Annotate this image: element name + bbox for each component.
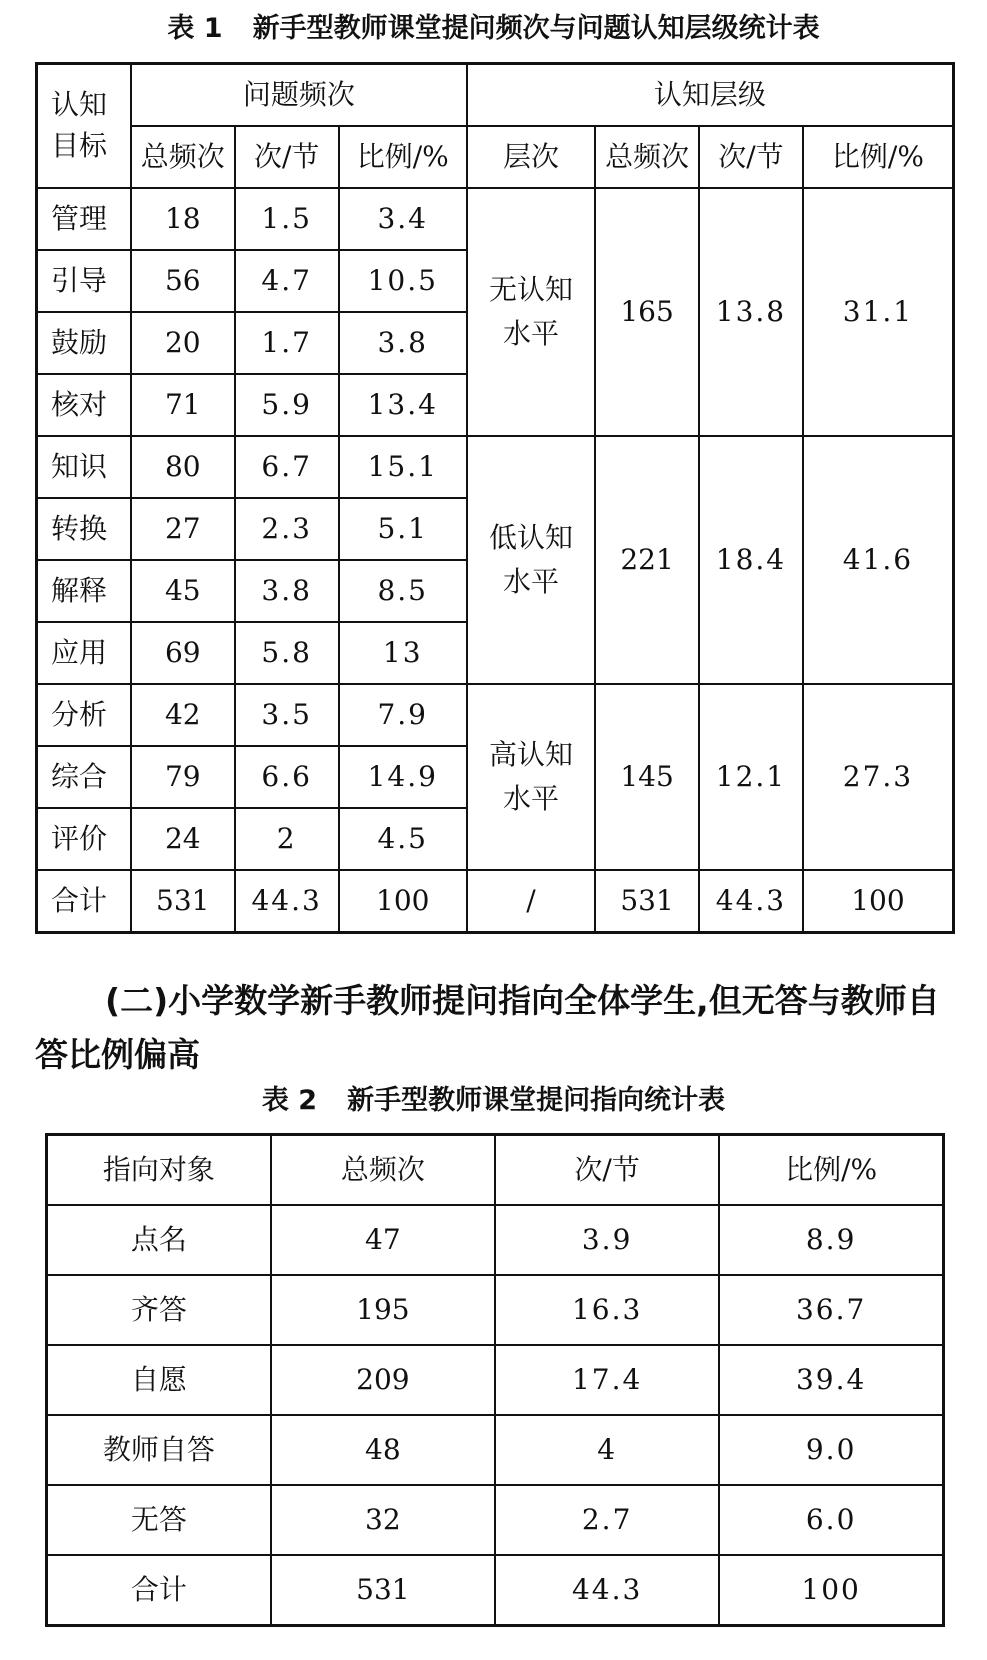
sum-per-cell: 44.3 — [235, 870, 339, 933]
table1-header-row-1 — [37, 64, 954, 127]
goal-cell: 解释 — [37, 560, 131, 622]
ratio-cell: 39.4 — [719, 1345, 943, 1415]
per-lesson-cell: 5.9 — [235, 374, 339, 436]
table2 — [45, 1133, 945, 1627]
header-question-frequency: 问题频次 — [131, 64, 467, 127]
goal-cell: 引导 — [37, 250, 131, 312]
goal-cell: 知识 — [37, 436, 131, 498]
goal-cell: 转换 — [37, 498, 131, 560]
table2-header-row — [47, 1135, 944, 1206]
header-level: 层次 — [467, 126, 595, 188]
per-lesson-cell: 2.3 — [235, 498, 339, 560]
level-name-cell: 高认知 水平 — [467, 684, 595, 870]
ratio-cell: 7.9 — [339, 684, 467, 746]
per-lesson-cell: 1.7 — [235, 312, 339, 374]
level-ratio-cell: 41.6 — [803, 436, 954, 684]
sum-level-total-cell: 531 — [595, 870, 699, 933]
ratio-cell: 5.1 — [339, 498, 467, 560]
goal-cell: 管理 — [37, 188, 131, 250]
table1-row — [37, 188, 954, 250]
total-cell: 48 — [271, 1415, 495, 1485]
per-lesson-cell: 5.8 — [235, 622, 339, 684]
header-ratio: 比例/% — [339, 126, 467, 188]
section-heading: (二)小学数学新手教师提问指向全体学生,但无答与教师自答比例偏高 — [35, 981, 940, 1074]
table2-caption-text: 新手型教师课堂提问指向统计表 — [347, 1085, 726, 1116]
total-cell: 195 — [271, 1275, 495, 1345]
per-lesson-cell: 6.6 — [235, 746, 339, 808]
table2-row — [47, 1485, 944, 1555]
total-cell: 18 — [131, 188, 235, 250]
per-lesson-cell: 2 — [235, 808, 339, 870]
total-cell: 531 — [271, 1555, 495, 1626]
header-per-lesson: 次/节 — [235, 126, 339, 188]
level-per-lesson-cell: 13.8 — [699, 188, 803, 436]
per-lesson-cell: 16.3 — [495, 1275, 719, 1345]
ratio-cell: 15.1 — [339, 436, 467, 498]
per-lesson-cell: 17.4 — [495, 1345, 719, 1415]
header-cognitive-goal: 认知 目标 — [37, 64, 131, 189]
level-ratio-cell: 27.3 — [803, 684, 954, 870]
target-cell: 合计 — [47, 1555, 271, 1626]
table2-caption-number: 表 2 — [261, 1085, 318, 1116]
goal-cell: 评价 — [37, 808, 131, 870]
ratio-cell: 13 — [339, 622, 467, 684]
table1-row — [37, 436, 954, 498]
ratio-cell: 8.9 — [719, 1205, 943, 1275]
goal-cell: 分析 — [37, 684, 131, 746]
goal-cell: 核对 — [37, 374, 131, 436]
per-lesson-cell: 3.8 — [235, 560, 339, 622]
total-cell: 79 — [131, 746, 235, 808]
level-total-cell: 165 — [595, 188, 699, 436]
ratio-cell: 3.8 — [339, 312, 467, 374]
target-cell: 齐答 — [47, 1275, 271, 1345]
total-cell: 71 — [131, 374, 235, 436]
per-lesson-cell: 3.5 — [235, 684, 339, 746]
header-total-frequency: 总频次 — [271, 1135, 495, 1206]
total-cell: 80 — [131, 436, 235, 498]
table1-caption-text: 新手型教师课堂提问频次与问题认知层级统计表 — [252, 13, 820, 44]
level-ratio-cell: 31.1 — [803, 188, 954, 436]
level-per-lesson-cell: 12.1 — [699, 684, 803, 870]
table2-row — [47, 1415, 944, 1485]
target-cell: 点名 — [47, 1205, 271, 1275]
ratio-cell: 10.5 — [339, 250, 467, 312]
table2-row — [47, 1275, 944, 1345]
per-lesson-cell: 4.7 — [235, 250, 339, 312]
sum-level-cell: / — [467, 870, 595, 933]
header-ratio: 比例/% — [719, 1135, 943, 1206]
ratio-cell: 100 — [719, 1555, 943, 1626]
table1-row — [37, 684, 954, 746]
header-cognitive-level: 认知层级 — [467, 64, 954, 127]
level-name-cell: 低认知 水平 — [467, 436, 595, 684]
table2-caption — [0, 1082, 987, 1120]
header-level-ratio: 比例/% — [803, 126, 954, 188]
per-lesson-cell: 1.5 — [235, 188, 339, 250]
table1-header-row-2 — [37, 126, 954, 188]
total-cell: 209 — [271, 1345, 495, 1415]
level-name-cell: 无认知 水平 — [467, 188, 595, 436]
target-cell: 自愿 — [47, 1345, 271, 1415]
header-per-lesson: 次/节 — [495, 1135, 719, 1206]
ratio-cell: 3.4 — [339, 188, 467, 250]
ratio-cell: 6.0 — [719, 1485, 943, 1555]
sum-goal-cell: 合计 — [37, 870, 131, 933]
header-target: 指向对象 — [47, 1135, 271, 1206]
total-cell: 56 — [131, 250, 235, 312]
table2-row — [47, 1345, 944, 1415]
table2-row — [47, 1205, 944, 1275]
ratio-cell: 9.0 — [719, 1415, 943, 1485]
sum-total-cell: 531 — [131, 870, 235, 933]
sum-level-per-cell: 44.3 — [699, 870, 803, 933]
table1-sum-row — [37, 870, 954, 933]
ratio-cell: 8.5 — [339, 560, 467, 622]
per-lesson-cell: 6.7 — [235, 436, 339, 498]
table1-caption — [0, 10, 987, 48]
total-cell: 24 — [131, 808, 235, 870]
goal-cell: 鼓励 — [37, 312, 131, 374]
ratio-cell: 13.4 — [339, 374, 467, 436]
sum-ratio-cell: 100 — [339, 870, 467, 933]
total-cell: 69 — [131, 622, 235, 684]
header-level-per-lesson: 次/节 — [699, 126, 803, 188]
goal-cell: 综合 — [37, 746, 131, 808]
per-lesson-cell: 4 — [495, 1415, 719, 1485]
table1-caption-number: 表 1 — [167, 13, 223, 44]
per-lesson-cell: 44.3 — [495, 1555, 719, 1626]
sum-level-ratio-cell: 100 — [803, 870, 954, 933]
target-cell: 教师自答 — [47, 1415, 271, 1485]
table2-row — [47, 1555, 944, 1626]
total-cell: 27 — [131, 498, 235, 560]
ratio-cell: 4.5 — [339, 808, 467, 870]
header-total-frequency: 总频次 — [131, 126, 235, 188]
total-cell: 20 — [131, 312, 235, 374]
ratio-cell: 14.9 — [339, 746, 467, 808]
total-cell: 47 — [271, 1205, 495, 1275]
ratio-cell: 36.7 — [719, 1275, 943, 1345]
level-total-cell: 221 — [595, 436, 699, 684]
total-cell: 42 — [131, 684, 235, 746]
total-cell: 32 — [271, 1485, 495, 1555]
total-cell: 45 — [131, 560, 235, 622]
table1 — [35, 62, 955, 934]
goal-cell: 应用 — [37, 622, 131, 684]
per-lesson-cell: 3.9 — [495, 1205, 719, 1275]
level-total-cell: 145 — [595, 684, 699, 870]
level-per-lesson-cell: 18.4 — [699, 436, 803, 684]
per-lesson-cell: 2.7 — [495, 1485, 719, 1555]
header-level-total: 总频次 — [595, 126, 699, 188]
target-cell: 无答 — [47, 1485, 271, 1555]
